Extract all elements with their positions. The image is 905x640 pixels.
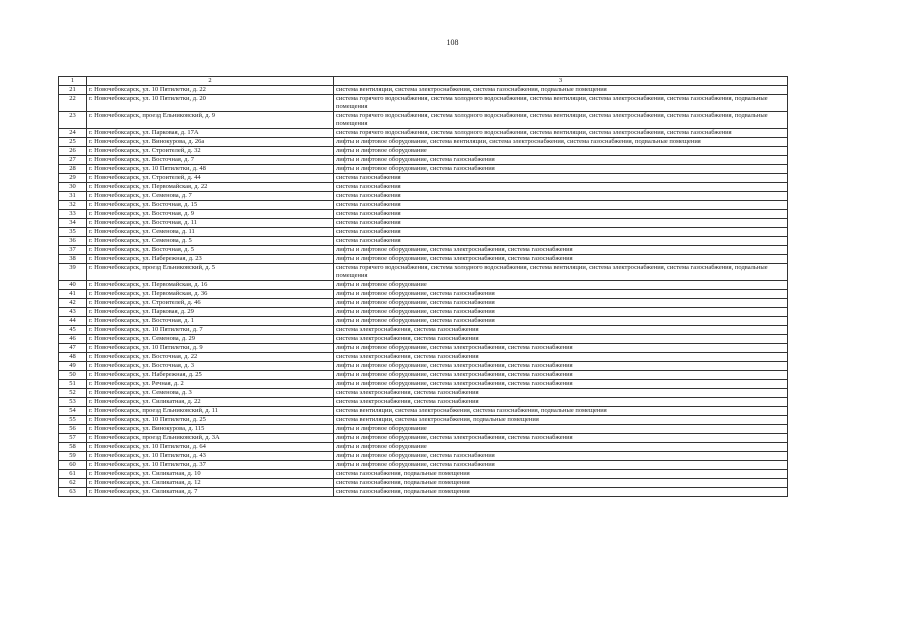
row-number: 47 [59,344,87,353]
row-number: 39 [59,264,87,281]
row-address: г. Новочебоксарск, ул. Семенова, д. 3 [87,389,334,398]
table-row [59,112,788,129]
row-number: 24 [59,129,87,138]
row-number: 57 [59,434,87,443]
row-address: г. Новочебоксарск, ул. Восточная, д. 3 [87,362,334,371]
row-number: 60 [59,461,87,470]
row-systems: лифты и лифтовое оборудование, система газоснабжения [334,165,788,174]
row-number: 22 [59,95,87,112]
table-row [59,407,788,416]
row-systems: лифты и лифтовое оборудование, система электроснабжения, система газоснабжения [334,362,788,371]
row-number: 55 [59,416,87,425]
table-row [59,389,788,398]
row-systems: лифты и лифтовое оборудование, система электроснабжения, система газоснабжения [334,246,788,255]
row-systems: система газоснабжения [334,228,788,237]
row-address: г. Новочебоксарск, ул. 10 Пятилетки, д. 25 [87,416,334,425]
row-number: 35 [59,228,87,237]
table-row [59,461,788,470]
row-address: г. Новочебоксарск, ул. Винокурова, д. 115 [87,425,334,434]
row-systems: система горячего водоснабжения, система холодного водоснабжения, система вентиляции, система электроснабжения, система газоснабжения, подвальные помещения [334,264,788,281]
row-address: г. Новочебоксарск, ул. 10 Пятилетки, д. 43 [87,452,334,461]
table-row [59,147,788,156]
header-col-3: 3 [334,77,788,86]
row-address: г. Новочебоксарск, ул. Восточная, д. 7 [87,156,334,165]
row-systems: система вентиляции, система электроснабжения, система газоснабжения, подвальные помещения [334,407,788,416]
row-number: 45 [59,326,87,335]
table-row [59,174,788,183]
table-row [59,425,788,434]
row-address: г. Новочебоксарск, ул. Семенова, д. 11 [87,228,334,237]
row-address: г. Новочебоксарск, ул. Силикатная, д. 22 [87,398,334,407]
table-row [59,86,788,95]
row-systems: система электроснабжения, система газоснабжения [334,335,788,344]
row-address: г. Новочебоксарск, ул. Восточная, д. 1 [87,317,334,326]
table-row [59,281,788,290]
row-number: 62 [59,479,87,488]
table-row [59,299,788,308]
table-row [59,434,788,443]
row-systems: лифты и лифтовое оборудование, система электроснабжения, система газоснабжения [334,380,788,389]
table-row [59,326,788,335]
row-address: г. Новочебоксарск, проезд Ельниковский, д. 11 [87,407,334,416]
table-row [59,371,788,380]
row-systems: система электроснабжения, система газоснабжения [334,389,788,398]
row-systems: лифты и лифтовое оборудование, система газоснабжения [334,299,788,308]
row-number: 28 [59,165,87,174]
row-number: 50 [59,371,87,380]
table-row [59,228,788,237]
table-body [59,86,788,497]
header-col-2: 2 [87,77,334,86]
table-row [59,255,788,264]
row-number: 25 [59,138,87,147]
row-number: 40 [59,281,87,290]
row-address: г. Новочебоксарск, ул. 10 Пятилетки, д. 48 [87,165,334,174]
row-address: г. Новочебоксарск, ул. Восточная, д. 5 [87,246,334,255]
row-address: г. Новочебоксарск, ул. Строителей, д. 46 [87,299,334,308]
row-address: г. Новочебоксарск, ул. Набережная, д. 23 [87,255,334,264]
row-number: 36 [59,237,87,246]
row-number: 31 [59,192,87,201]
row-number: 43 [59,308,87,317]
row-systems: лифты и лифтовое оборудование, система газоснабжения [334,156,788,165]
table-row [59,344,788,353]
row-address: г. Новочебоксарск, ул. 10 Пятилетки, д. 7 [87,326,334,335]
row-number: 32 [59,201,87,210]
row-systems: система газоснабжения [334,192,788,201]
table-row [59,353,788,362]
row-address: г. Новочебоксарск, ул. Строителей, д. 44 [87,174,334,183]
row-systems: лифты и лифтовое оборудование, система газоснабжения [334,452,788,461]
table-row [59,219,788,228]
row-systems: система газоснабжения [334,237,788,246]
row-systems: лифты и лифтовое оборудование, система газоснабжения [334,461,788,470]
row-systems: система горячего водоснабжения, система холодного водоснабжения, система вентиляции, система электроснабжения, система газоснабжения, подвальные помещения [334,95,788,112]
row-address: г. Новочебоксарск, проезд Ельниковский, д. 3А [87,434,334,443]
table-header-row [59,77,788,86]
row-address: г. Новочебоксарск, ул. Силикатная, д. 7 [87,488,334,497]
row-address: г. Новочебоксарск, ул. Речная, д. 2 [87,380,334,389]
row-address: г. Новочебоксарск, ул. Восточная, д. 22 [87,353,334,362]
row-address: г. Новочебоксарск, ул. 10 Пятилетки, д. 22 [87,86,334,95]
row-systems: система газоснабжения [334,174,788,183]
row-number: 63 [59,488,87,497]
row-systems: лифты и лифтовое оборудование, система газоснабжения [334,290,788,299]
row-address: г. Новочебоксарск, ул. Первомайская, д. 36 [87,290,334,299]
row-address: г. Новочебоксарск, ул. Восточная, д. 15 [87,201,334,210]
row-address: г. Новочебоксарск, проезд Ельниковский, д. 9 [87,112,334,129]
table-row [59,237,788,246]
table-row [59,362,788,371]
row-number: 21 [59,86,87,95]
table-row [59,246,788,255]
row-number: 52 [59,389,87,398]
header-col-1: 1 [59,77,87,86]
row-systems: система газоснабжения, подвальные помещения [334,470,788,479]
row-number: 58 [59,443,87,452]
table-row [59,165,788,174]
row-address: г. Новочебоксарск, ул. Семенова, д. 5 [87,237,334,246]
row-systems: система вентиляции, система электроснабжения, система газоснабжения, подвальные помещения [334,86,788,95]
row-number: 38 [59,255,87,264]
row-systems: система электроснабжения, система газоснабжения [334,353,788,362]
row-systems: система газоснабжения [334,201,788,210]
row-address: г. Новочебоксарск, ул. 10 Пятилетки, д. 9 [87,344,334,353]
table-row [59,416,788,425]
row-address: г. Новочебоксарск, ул. Парковая, д. 29 [87,308,334,317]
row-systems: система газоснабжения, подвальные помещения [334,479,788,488]
row-systems: лифты и лифтовое оборудование [334,281,788,290]
table-row [59,479,788,488]
row-address: г. Новочебоксарск, ул. Восточная, д. 11 [87,219,334,228]
row-address: г. Новочебоксарск, ул. Первомайская, д. 16 [87,281,334,290]
row-address: г. Новочебоксарск, ул. Семенова, д. 29 [87,335,334,344]
table-row [59,138,788,147]
row-systems: система электроснабжения, система газоснабжения [334,326,788,335]
table-row [59,452,788,461]
row-number: 26 [59,147,87,156]
systems-table [58,76,788,497]
row-address: г. Новочебоксарск, ул. Первомайская, д. 22 [87,183,334,192]
row-number: 48 [59,353,87,362]
row-address: г. Новочебоксарск, ул. Набережная, д. 25 [87,371,334,380]
table-row [59,290,788,299]
row-address: г. Новочебоксарск, ул. Силикатная, д. 10 [87,470,334,479]
table-row [59,308,788,317]
row-address: г. Новочебоксарск, ул. Восточная, д. 9 [87,210,334,219]
page-number: 108 [446,38,459,47]
row-number: 59 [59,452,87,461]
table-row [59,443,788,452]
row-address: г. Новочебоксарск, ул. Силикатная, д. 12 [87,479,334,488]
row-systems: лифты и лифтовое оборудование, система электроснабжения, система газоснабжения [334,434,788,443]
row-number: 56 [59,425,87,434]
row-number: 29 [59,174,87,183]
row-systems: система газоснабжения [334,210,788,219]
row-address: г. Новочебоксарск, ул. Семенова, д. 7 [87,192,334,201]
row-number: 23 [59,112,87,129]
row-number: 41 [59,290,87,299]
row-number: 61 [59,470,87,479]
row-address: г. Новочебоксарск, ул. Строителей, д. 32 [87,147,334,156]
row-systems: система горячего водоснабжения, система холодного водоснабжения, система вентиляции, система электроснабжения, система газоснабжения, подвальные помещения [334,112,788,129]
row-address: г. Новочебоксарск, ул. 10 Пятилетки, д. 64 [87,443,334,452]
row-number: 42 [59,299,87,308]
row-systems: лифты и лифтовое оборудование, система газоснабжения [334,317,788,326]
table-row [59,470,788,479]
row-number: 51 [59,380,87,389]
table-row [59,201,788,210]
row-systems: система вентиляции, система электроснабжения, подвальные помещения [334,416,788,425]
table-row [59,380,788,389]
row-systems: лифты и лифтовое оборудование, система электроснабжения, система газоснабжения [334,255,788,264]
row-systems: система газоснабжения [334,183,788,192]
row-number: 46 [59,335,87,344]
row-number: 30 [59,183,87,192]
table-row [59,156,788,165]
row-systems: лифты и лифтовое оборудование, система электроснабжения, система газоснабжения [334,371,788,380]
table-row [59,264,788,281]
row-systems: лифты и лифтовое оборудование, система газоснабжения [334,308,788,317]
row-systems: лифты и лифтовое оборудование [334,425,788,434]
row-number: 44 [59,317,87,326]
row-number: 54 [59,407,87,416]
row-address: г. Новочебоксарск, ул. 10 Пятилетки, д. 37 [87,461,334,470]
row-systems: лифты и лифтовое оборудование, система вентиляции, система электроснабжения, система газоснабжения, подвальные помещения [334,138,788,147]
row-number: 33 [59,210,87,219]
table-row [59,192,788,201]
table-row [59,317,788,326]
row-address: г. Новочебоксарск, ул. Парковая, д. 17А [87,129,334,138]
row-systems: система электроснабжения, система газоснабжения [334,398,788,407]
row-number: 53 [59,398,87,407]
row-systems: лифты и лифтовое оборудование [334,443,788,452]
table-row [59,335,788,344]
table-row [59,398,788,407]
table-row [59,95,788,112]
row-number: 49 [59,362,87,371]
row-systems: система газоснабжения, подвальные помещения [334,488,788,497]
row-number: 34 [59,219,87,228]
row-number: 37 [59,246,87,255]
row-systems: система горячего водоснабжения, система холодного водоснабжения, система вентиляции, система электроснабжения, система газоснабжения [334,129,788,138]
row-systems: лифты и лифтовое оборудование [334,147,788,156]
row-address: г. Новочебоксарск, ул. Винокурова, д. 26а [87,138,334,147]
table-row [59,488,788,497]
table-row [59,129,788,138]
row-systems: лифты и лифтовое оборудование, система электроснабжения, система газоснабжения [334,344,788,353]
row-address: г. Новочебоксарск, ул. 10 Пятилетки, д. 20 [87,95,334,112]
table-row [59,210,788,219]
row-number: 27 [59,156,87,165]
row-address: г. Новочебоксарск, проезд Ельниковский, д. 5 [87,264,334,281]
table-row [59,183,788,192]
row-systems: система газоснабжения [334,219,788,228]
